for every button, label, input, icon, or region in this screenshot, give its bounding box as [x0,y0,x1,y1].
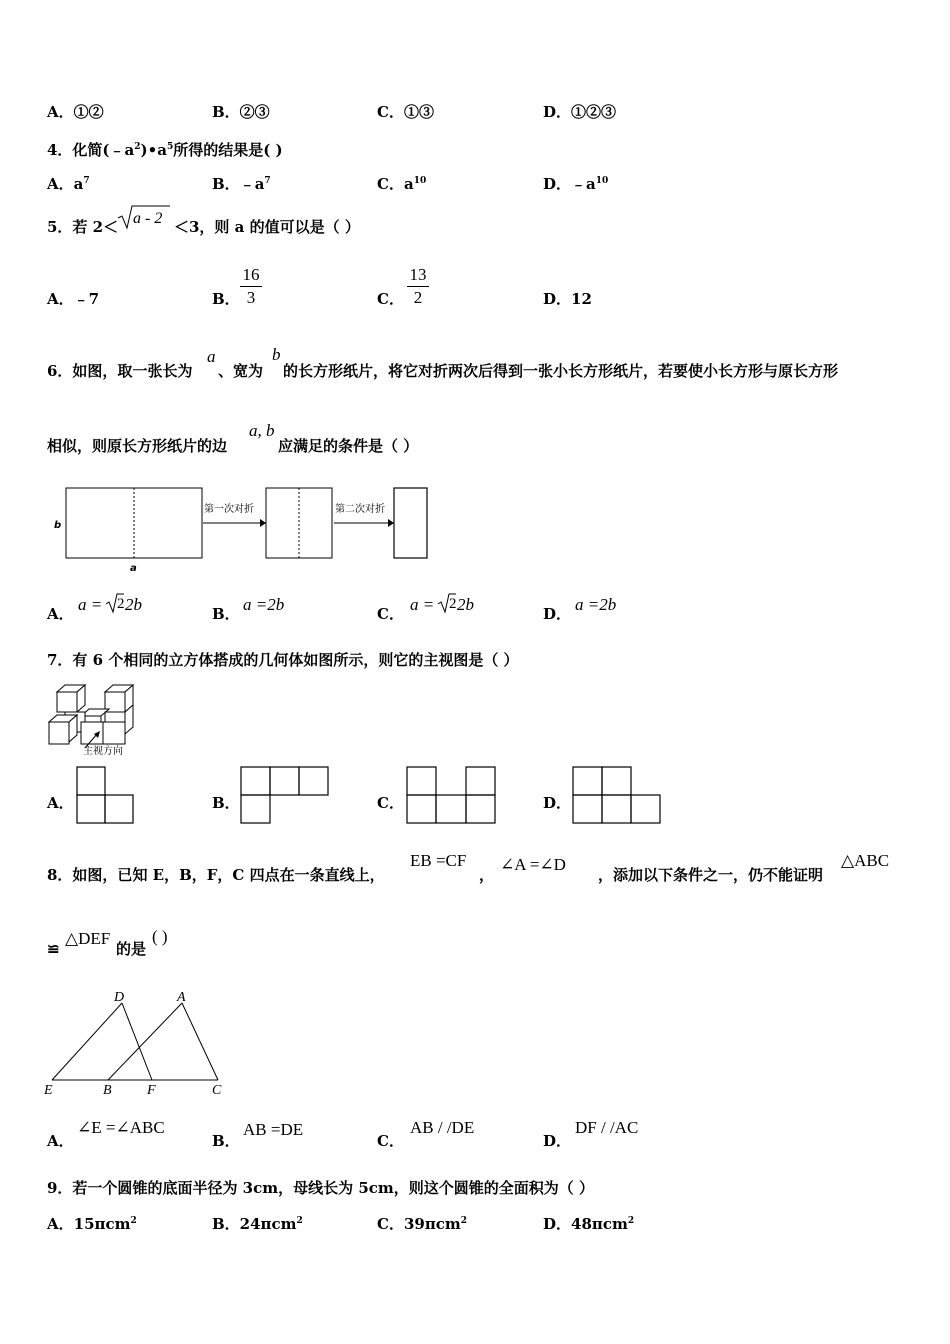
q6-var-ab: a, b [249,421,275,440]
q8-label-b: B [103,1083,112,1098]
q4-option-a: A．$a^7$ [47,175,90,193]
q8-line-ba [108,1003,182,1080]
q7-option-a-view [76,766,136,826]
q8-label-a: A [177,990,186,1005]
q3-option-a: A．①② [47,103,104,121]
q5-option-c-fraction: 13 2 [405,265,431,308]
q3-option-b: B．②③ [212,103,270,121]
q8-option-a-expr: ∠E =∠ABC [77,1118,165,1137]
q6-line1-mid: 、宽为 [218,362,264,380]
q8-label-d: D [114,990,125,1005]
q8-option-c-label: C． [377,1132,404,1150]
q6-line2-pre: 相似，则原长方形纸片的边 [47,437,228,455]
q6-half-rectangle [266,488,332,558]
q9-option-b: B．24πcm$^2$ [212,1215,303,1233]
q6-folding-figure [50,483,440,573]
q4-stem: 4．化简$(﹣a^2)•a^5$所得的结果是( ) [47,141,283,159]
q6-line2-post: 应满足的条件是（ ） [278,437,419,455]
q5-option-a: A．﹣7 [47,290,100,308]
q8-line-ed [52,1003,122,1080]
q9-option-a: A．15πcm$^2$ [47,1215,137,1233]
q7-view-direction-label: 主视方向 [83,746,123,757]
q6-option-c-expr-right: 2b [457,595,474,614]
q6-option-a-expr-left: a = [78,595,103,614]
q8-paren: ( ) [152,927,168,946]
q5-stem-post: ＜3，则 a 的值可以是（ ） [174,218,360,236]
q8-line2-post: 的是 [116,940,147,958]
q6-option-d-label: D． [543,605,572,623]
q8-line-df [122,1003,152,1080]
q8-label-c: C [212,1083,222,1098]
q5-option-c-label: C． [377,290,404,308]
q8-option-a-label: A． [47,1132,74,1150]
q6-fold1-label: 第一次对折 [204,504,254,515]
q8-expr-angle: ∠A =∠D [500,855,566,874]
svg-text:2: 2 [449,596,457,612]
q8-stem-pre: 8．如图，已知 E，B，F，C 四点在一条直线上， [47,866,385,884]
q5-option-b-label: B． [212,290,240,308]
q8-comma: ， [479,866,495,884]
q6-option-a-label: A． [47,605,74,623]
q6-option-c-label: C． [377,605,404,623]
q6-option-b-label: B． [212,605,240,623]
q6-arrow-2-head [388,519,394,527]
q8-option-b-expr: AB =DE [243,1120,304,1139]
q4-option-c: C．$a^{10}$ [377,175,427,193]
q7-cube-figure [45,682,145,758]
q6-option-d-expr: a =2b [575,595,617,614]
q4-option-b: B．$﹣a^7$ [212,175,271,193]
q6-quarter-rectangle [394,488,427,558]
q7-option-b-label: B． [212,794,240,812]
svg-text:2: 2 [117,596,125,612]
q6-fig-label-a: a [130,563,137,574]
q8-option-d-label: D． [543,1132,572,1150]
q8-congruent-sign: ≌ [47,940,60,958]
q6-original-rectangle [66,488,202,558]
q7-option-d-view [572,766,664,826]
q9-stem: 9．若一个圆锥的底面半径为 3cm，母线长为 5cm，则这个圆锥的全面积为（ ） [47,1179,594,1197]
q3-option-d: D．①②③ [543,103,617,121]
q6-var-a: a [207,347,216,366]
q8-line-ac [182,1003,218,1080]
q8-expr-abc: △ABC [841,851,890,870]
q6-line1-post: 的长方形纸片，将它对折两次后得到一张小长方形纸片，若要使小长方形与原长方形 [283,362,839,380]
q7-stem: 7．有 6 个相同的立方体搭成的几何体如图所示，则它的主视图是（ ） [47,651,519,669]
q8-option-d-expr: DF / /AC [575,1118,639,1137]
q5-option-b-fraction: 16 3 [238,265,264,308]
q8-triangle-figure [40,988,240,1098]
q6-option-c-sqrt [438,592,456,614]
q5-radicand: a - 2 [133,210,163,227]
q6-option-c-expr-left: a = [410,595,435,614]
q8-expr-def: △DEF [65,929,111,948]
q6-line1-pre: 6．如图，取一张长为 [47,362,193,380]
q7-option-d-label: D． [543,794,572,812]
q4-option-d: D．$﹣a^{10}$ [543,175,609,193]
q5-option-d: D．12 [543,290,592,308]
q6-var-b: b [272,345,281,364]
q3-option-c: C．①③ [377,103,434,121]
q8-option-b-label: B． [212,1132,240,1150]
q6-fold2-label: 第二次对折 [335,504,385,515]
q8-stem-post: ，添加以下条件之一，仍不能证明 [598,866,824,884]
q7-option-a-label: A． [47,794,74,812]
q7-option-c-view [406,766,498,826]
q8-label-f: F [147,1083,156,1098]
q9-option-c: C．39πcm$^2$ [377,1215,468,1233]
q8-option-c-expr: AB / /DE [410,1118,475,1137]
q6-arrow-1-head [260,519,266,527]
q6-option-a-sqrt [106,592,124,614]
q6-option-a-expr-right: 2b [125,595,142,614]
q8-expr-eb-cf: EB =CF [410,851,467,870]
q8-label-e: E [44,1083,53,1098]
q7-option-c-label: C． [377,794,404,812]
q9-option-d: D．48πcm$^2$ [543,1215,635,1233]
q7-option-b-view [240,766,330,826]
q6-fig-label-b: b [54,520,62,531]
q5-stem-pre: 5．若 2＜ [47,218,119,236]
q6-option-b-expr: a =2b [243,595,285,614]
